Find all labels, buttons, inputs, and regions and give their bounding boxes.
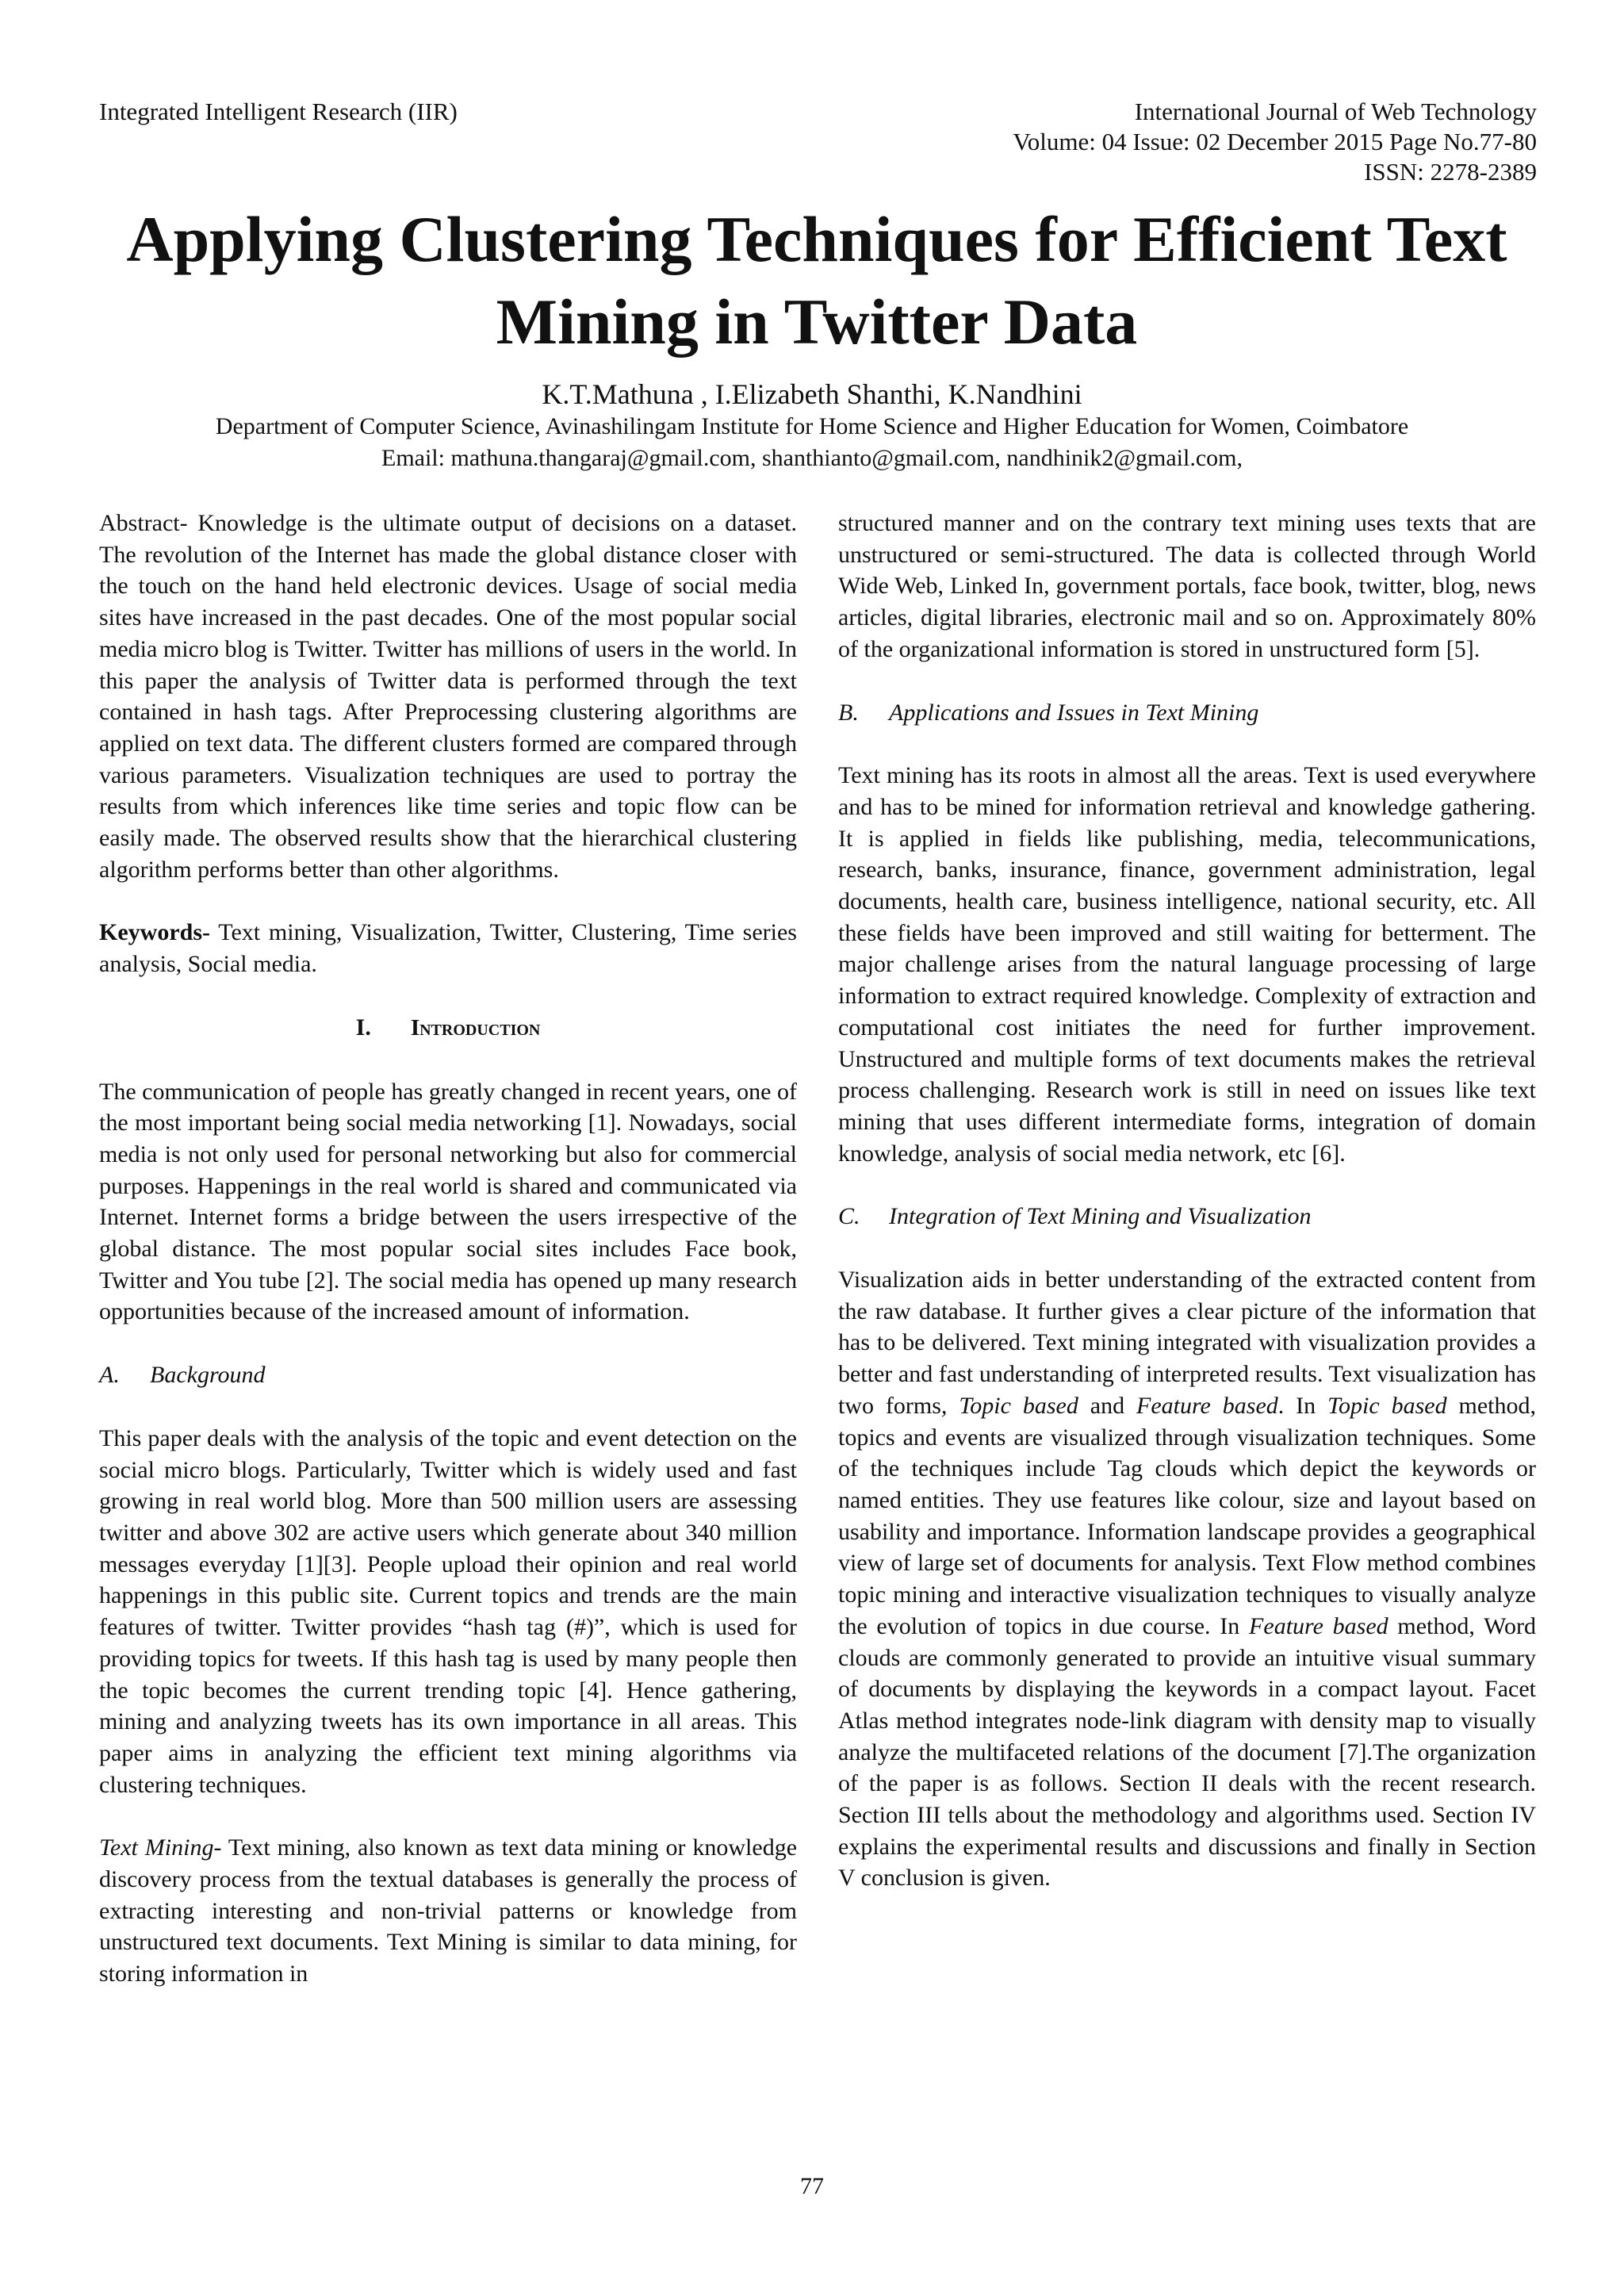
text-mining-text: Text mining, also known as text data mining or knowledge discovery process from the textual databases is generally the process of extracting interesting and non-trivial patterns or knowledge from unstructured text documents. Text Mining is similar to data mining, for storing information in	[99, 1834, 798, 1987]
subsection-letter: B.	[838, 699, 859, 726]
term-feature-based: Feature based	[1136, 1392, 1278, 1419]
subsection-title: Integration of Text Mining and Visualization	[889, 1203, 1312, 1230]
affiliation: Department of Computer Science, Avinashilingam Institute for Home Science and Higher Education for Women, Coimbatore	[215, 413, 1409, 439]
subsection-title: Applications and Issues in Text Mining	[889, 699, 1259, 726]
integration-text-4: method, Word clouds are commonly generated to provide an intuitive visual summary of documents by displaying the keywords in a compact layout. Facet Atlas method integrates node-link diagram with density map to visually analyze the multifaceted relations of the document [7].The organization of the paper is as follows. Section II deals with the recent research. Section III tells about the methodology and algorithms used. Section IV explains the experimental results and discussions and finally in Section V conclusion is given.	[838, 1612, 1536, 1892]
title-line-2: Mining in Twitter Data	[496, 286, 1138, 358]
intro-paragraph: The communication of people has greatly changed in recent years, one of the most important being social media networking [1]. Nowadays, social media is not only used for personal networking but also for commercial purposes. Happenings in the real world is shared and communicated via Internet. Internet forms a bridge between the users irrespective of the global distance. The most popular social sites includes Face book, Twitter and You tube [2]. The social media has opened up many research opportunities because of the increased amount of information.	[99, 1078, 797, 1325]
right-column	[838, 508, 1536, 1894]
author-emails: Email: mathuna.thangaraj@gmail.com, shanthianto@gmail.com, nandhinik2@gmail.com,	[381, 445, 1243, 471]
section-heading-introduction	[99, 1012, 797, 1045]
subsection-letter: A.	[99, 1362, 120, 1389]
subsection-heading-background	[99, 1359, 797, 1391]
integration-text-2: . In	[1277, 1392, 1328, 1419]
section-title: Introduction	[410, 1014, 541, 1041]
title-line-1: Applying Clustering Techniques for Efficient Text	[126, 203, 1507, 275]
integration-and: and	[1078, 1392, 1136, 1419]
page-number: 77	[800, 2173, 824, 2199]
integration-text-3: method, topics and events are visualized through visualization techniques. Some of the techniques include Tag clouds which depict the keywords or named entities. They use features like colour, size and layout based on usability and importance. Information landscape provides a geographical view of large set of documents for analysis. Text Flow method combines topic mining and interactive visualization techniques to visually analyze the evolution of topics in due course. In	[838, 1392, 1536, 1639]
text-mining-paragraph	[99, 1832, 797, 1990]
header-publisher: Integrated Intelligent Research (IIR)	[99, 98, 458, 125]
journal-name: International Journal of Web Technology	[1134, 98, 1537, 125]
authors: K.T.Mathuna , I.Elizabeth Shanthi, K.Nandhini	[542, 378, 1082, 410]
term-topic-based: Topic based	[1327, 1392, 1447, 1419]
background-paragraph: This paper deals with the analysis of the topic and event detection on the social micro blogs. Particularly, Twitter which is widely used and fast growing in real world blog. More than 500 million users are assessing twitter and above 302 are active users which generate about 340 million messages everyday [1][3]. People upload their opinion and real world happenings in this public site. Current topics and trends are the main features of twitter. Twitter provides “hash tag (#)”, which is used for providing topics for tweets. If this hash tag is used by many people then the topic becomes the current trending topic [4]. Hence gathering, mining and analyzing tweets has its own importance in all areas. This paper aims in analyzing the efficient text mining algorithms via clustering techniques.	[99, 1424, 797, 1798]
subsection-heading-integration	[838, 1201, 1536, 1232]
subsection-title: Background	[150, 1362, 266, 1389]
integration-comma: ,	[940, 1392, 948, 1419]
journal-issn: ISSN: 2278-2389	[1364, 158, 1537, 186]
text-mining-label: Text Mining-	[99, 1834, 222, 1861]
keywords-label: Keywords-	[99, 919, 210, 946]
keywords	[99, 917, 797, 979]
integration-text-1: Visualization aids in better understanding of the extracted content from the raw database. It further gives a clear picture of the information that has to be delivered. Text mining integrated with visualization provides a better and fast understanding of interpreted results. Text visualization has two forms	[838, 1267, 1536, 1419]
subsection-heading-applications	[838, 697, 1536, 729]
text-mining-continued: structured manner and on the contrary text mining uses texts that are unstructured or semi-structured. The data is collected through World Wide Web, Linked In, government portals, face book, twitter, blog, news articles, digital libraries, electronic mail and so on. Approximately 80% of the organizational information is stored in unstructured form [5].	[838, 510, 1536, 662]
term-topic-based: Topic based	[959, 1392, 1078, 1419]
section-number: I.	[355, 1014, 371, 1041]
keywords-text: Text mining, Visualization, Twitter, Clustering, Time series analysis, Social media.	[99, 919, 797, 978]
term-feature-based: Feature based	[1249, 1612, 1388, 1639]
abstract: Abstract- Knowledge is the ultimate output of decisions on a dataset. The revolution of the Internet has made the global distance closer with the touch on the hand held electronic devices. Usage of social media sites have increased in the past decades. One of the most popular social media micro blog is Twitter. Twitter has millions of users in the world. In this paper the analysis of Twitter data is performed through the text contained in hash tags. After Preprocessing clustering algorithms are applied on text data. The different clusters formed are compared through various parameters. Visualization techniques are used to portray the results from which inferences like time series and topic flow can be easily made. The observed results show that the hierarchical clustering algorithm performs better than other algorithms.	[99, 510, 797, 883]
header-journal-info	[1013, 97, 1537, 187]
paper-title	[87, 198, 1546, 363]
applications-paragraph: Text mining has its roots in almost all the areas. Text is used everywhere and has to be mined for information retrieval and knowledge gathering. It is applied in fields like publishing, media, telecommunications, research, banks, insurance, finance, government administration, legal documents, health care, business intelligence, national security, etc. All these fields have been improved and still waiting for betterment. The major challenge arises from the natural language processing of large information to extract required knowledge. Complexity of extraction and computational cost initiates the need for further improvement. Unstructured and multiple forms of text documents makes the retrieval process challenging. Research work is still in need on issues like text mining that uses different intermediate forms, integration of domain knowledge, analysis of social media network, etc [6].	[838, 762, 1536, 1167]
subsection-letter: C.	[838, 1203, 860, 1230]
journal-volume: Volume: 04 Issue: 02 December 2015 Page No.77-80	[1013, 128, 1537, 155]
left-column	[99, 508, 797, 1990]
integration-paragraph	[838, 1264, 1536, 1894]
